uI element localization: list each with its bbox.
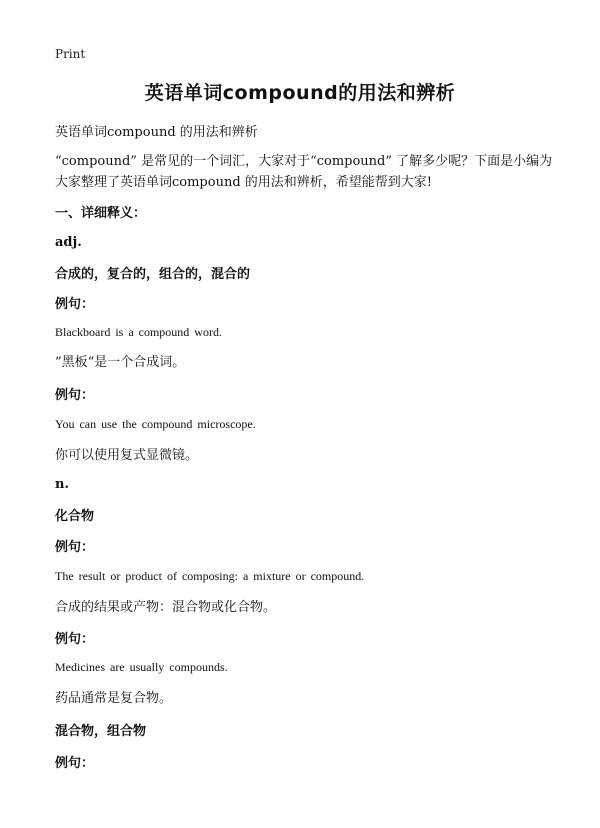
intro-line-1: “compound” 是常见的一个词汇，大家对于“compound” 了解多少呢？下面是小编为 — [55, 154, 553, 169]
example-sentence-en: You can use the compound microscope. — [55, 417, 256, 431]
example-label: 例句： — [55, 540, 95, 555]
example-label: 例句： — [55, 632, 95, 647]
adj-meaning: 合成的，复合的，组合的，混合的 — [55, 267, 251, 282]
example-sentence-zh: 药品通常是复合物。 — [55, 691, 173, 706]
print-link[interactable]: Print — [55, 47, 86, 61]
example-label: 例句： — [55, 388, 95, 403]
pos-label-adj: adj. — [55, 235, 82, 250]
example-sentence-en: The result or product of composing: a mixture or compound. — [55, 569, 365, 583]
noun-meaning-1: 化合物 — [55, 509, 95, 524]
example-sentence-zh: 合成的结果或产物：混合物或化合物。 — [55, 600, 277, 615]
article-subtitle: 英语单词compound 的用法和辨析 — [55, 125, 258, 140]
page-title: 英语单词compound的用法和辨析 — [144, 82, 456, 104]
noun-meaning-2: 混合物，组合物 — [55, 724, 147, 739]
section-heading-definitions: 一、详细释义： — [55, 206, 147, 221]
intro-line-2: 大家整理了英语单词compound 的用法和辨析，希望能帮到大家! — [55, 175, 433, 190]
example-label: 例句： — [55, 297, 95, 312]
example-sentence-en: Medicines are usually compounds. — [55, 660, 228, 674]
example-sentence-en: Blackboard is a compound word. — [55, 325, 222, 339]
pos-label-n: n. — [55, 477, 69, 492]
example-label: 例句： — [55, 756, 95, 771]
intro-paragraph — [55, 151, 555, 193]
example-sentence-zh: 你可以使用复式显微镜。 — [55, 448, 199, 463]
example-sentence-zh: ”黑板“是一个合成词。 — [55, 355, 186, 370]
